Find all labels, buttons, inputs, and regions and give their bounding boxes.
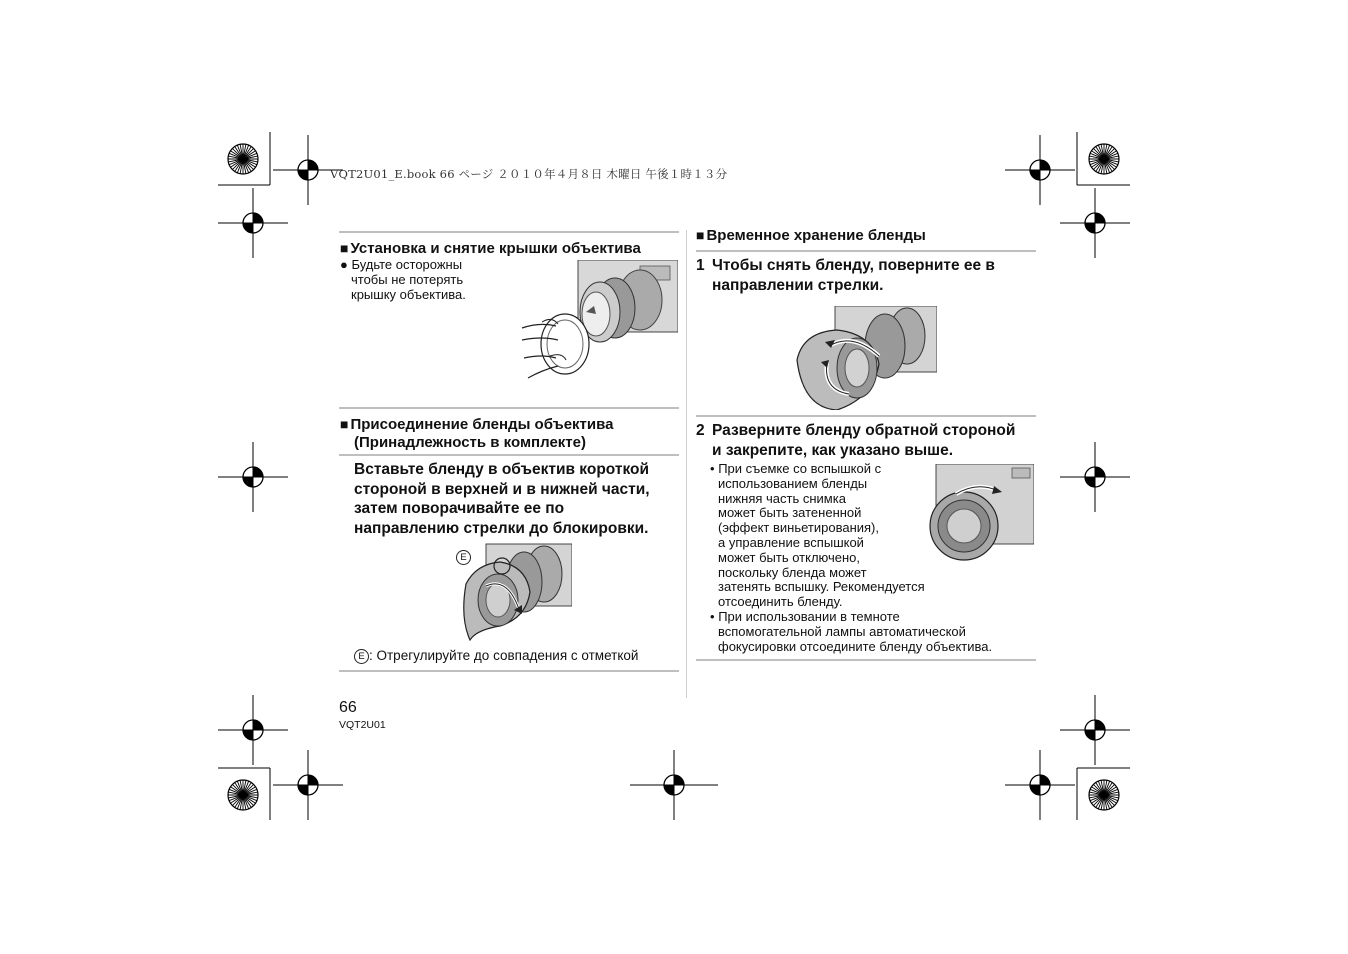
lens-cap-illustration <box>520 260 678 384</box>
square-bullet-icon: ■ <box>340 240 349 256</box>
document-code: VQT2U01 <box>339 719 386 731</box>
dot-bullet-icon: ● <box>340 257 352 272</box>
right-bottom-rule <box>696 659 1036 661</box>
square-bullet-icon: ■ <box>696 227 705 243</box>
hood-section-title: ■ Присоединение бленды объектива (Принадлежность в комплекте) <box>340 416 614 451</box>
book-header-line: VQT2U01_E.book 66 ページ ２０１０年４月８日 木曜日 午後１時１３分 <box>330 167 728 181</box>
hood-instruction: Вставьте бленду в объектив короткой стороной в верхней и в нижней части, затем поворачивайте ее по направлению стрелки до блокировки. <box>354 461 650 537</box>
hood-caption: E : Отрегулируйте до совпадения с отметкой <box>354 648 684 664</box>
storage-section-title: ■ Временное хранение бленды <box>696 227 926 244</box>
column-separator <box>686 230 687 698</box>
note-2: • При использовании в темноте вспомогательной лампы автоматической фокусировки отсоедините бленду объектива. <box>710 609 993 654</box>
page-number: 66 <box>339 699 357 716</box>
marker-e-label: E <box>456 548 471 566</box>
left-mid-rule <box>339 407 679 409</box>
left-top-rule <box>339 231 679 233</box>
dot-bullet-icon: • <box>710 609 715 624</box>
right-mid-rule <box>696 415 1036 417</box>
cap-section-title: ■ Установка и снятие крышки объектива <box>340 240 641 257</box>
cap-bullet-text: ● Будьте осторожны чтобы не потерять крышку объектива. <box>340 257 466 302</box>
dot-bullet-icon: • <box>710 461 715 476</box>
step-2: 2 Разверните бленду обратной стороной и закрепите, как указано выше. <box>696 422 1016 459</box>
step-1: 1 Чтобы снять бленду, поверните ее в направлении стрелки. <box>696 257 995 294</box>
hood-attach-illustration <box>462 542 572 642</box>
left-bottom-rule <box>339 670 679 672</box>
hood-remove-illustration <box>795 306 937 410</box>
left-sub-rule <box>339 454 679 456</box>
note-1: • При съемке со вспышкой с использованием бленды нижняя часть снимка может быть затененной (эффект виньетирования), а управление вспышкой может быть отключено, поскольку бленда может затенять вспышку. Рекомендуется отсоединить бленду. <box>710 461 925 610</box>
right-title-rule <box>696 250 1036 252</box>
square-bullet-icon: ■ <box>340 416 349 432</box>
